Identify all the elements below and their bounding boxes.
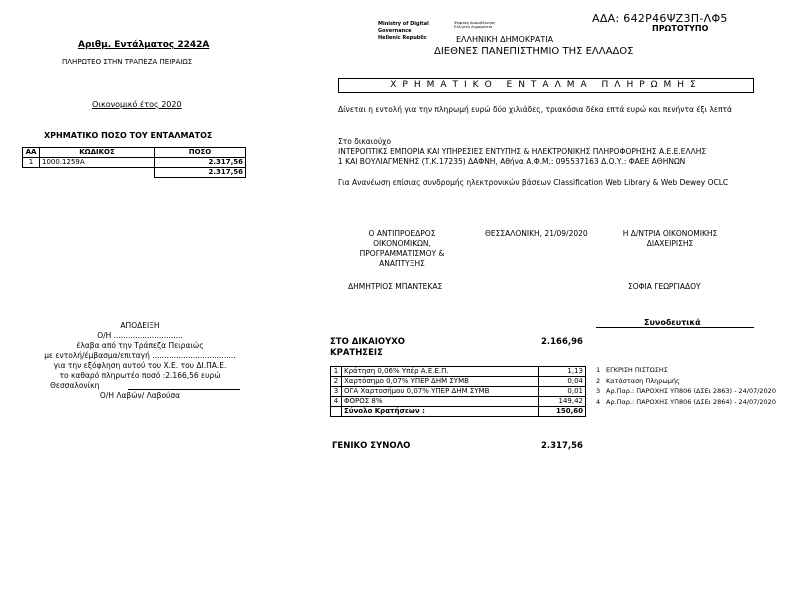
original-stamp: ΠΡΩΤΟΤΥΠΟ (652, 24, 709, 33)
order-number: Αριθμ. Εντάλματος 2242Α (78, 40, 210, 50)
attachment-text: ΕΓΚΡΙΣΗ ΠΙΣΤΩΣΗΣ (606, 366, 668, 374)
attachment-number: 2 (596, 376, 601, 385)
row-amount: 2.317,56 (155, 158, 246, 168)
total-spacer (23, 168, 40, 178)
deduction-idx: 3 (331, 387, 342, 397)
signatory-left-name: ΔΗΜΗΤΡΙΟΣ ΜΠΑΝΤΕΚΑΣ (348, 282, 443, 291)
table-row (331, 367, 586, 377)
col-code: ΚΩΔΙΚΟΣ (40, 148, 155, 158)
attachment-number: 1 (596, 366, 601, 374)
deduction-idx: 4 (331, 397, 342, 407)
table-row (331, 377, 586, 387)
beneficiary-address: 1 ΚΑΙ ΒΟΥΛΙΑΓΜΕΝΗΣ (Τ.Κ.17235) ΔΑΦΝΗ, Αθήνα Α.Φ.Μ.: 095537163 Δ.Ο.Υ.: ΦΑΕΕ ΑΘΗΝΩΝ (338, 157, 686, 166)
amount-table-header (23, 148, 246, 158)
row-code: 1000.1259A (40, 158, 155, 168)
logo-line-2: Governance (378, 28, 412, 34)
attachments-list (596, 366, 786, 408)
row-aa: 1 (23, 158, 40, 168)
table-total: 2.317,56 (155, 168, 246, 178)
payable-bank: ΠΛΗΡΩΤΕΟ ΣΤΗΝ ΤΡΑΠΕΖΑ ΠΕΙΡΑΙΩΣ (62, 58, 193, 66)
logo-line-3: Hellenic Republic (378, 35, 427, 41)
attachment-text: Αρ.Παρ.: ΠΑΡΟΧΗΣ ΥΠ806 (ΔΣΕι 2863) - 24/07/2020 (606, 387, 776, 395)
signature-date: ΘΕΣΣΑΛΟΝΙΚΗ, 21/09/2020 (485, 229, 588, 238)
receipt-line: για την εξόφληση αυτού του Χ.Ε. του ΔΙ.ΠΑ.Ε. (53, 361, 227, 370)
republic-label: ΕΛΛΗΝΙΚΗ ΔΗΜΟΚΡΑΤΙΑ (456, 35, 554, 44)
attachments-heading: Συνοδευτικά (644, 318, 701, 327)
ada-code: ΑΔΑ: 642Ρ46ΨΖ3Π-ΛΦ5 (592, 12, 728, 25)
beneficiary-label: Στο δικαιούχο (338, 137, 392, 146)
signatory-right-title: Η Δ/ΝΤΡΙΑ ΟΙΚΟΝΟΜΙΚΗΣ ΔΙΑΧΕΙΡΙΣΗΣ (622, 229, 718, 248)
payment-instruction: Δίνεται η εντολή για την πληρωμή ευρώ δύο χιλιάδες, τριακόσια δέκα επτά ευρώ και πενήντα έξι λεπτά (338, 105, 732, 114)
table-total-row (23, 168, 246, 178)
deductions-total-value: 150,60 (539, 407, 586, 417)
deduction-value: 0,04 (539, 377, 586, 387)
receipt-signature-line (128, 389, 240, 390)
beneficiary-total-line: ΣΤΟ ΔΙΚΑΙΟΥΧΟ (330, 337, 406, 347)
attachment-text: Αρ.Παρ.: ΠΑΡΟΧΗΣ ΥΠ806 (ΔΣΕι 2864) - 24/07/2020 (606, 397, 776, 406)
total-spacer (40, 168, 155, 178)
deduction-label: Κράτηση 0,06% Υπέρ Α.Ε.Ε.Π. (342, 367, 539, 377)
receipt-line: Ο/Η ............................. (97, 331, 183, 340)
payment-purpose: Για Ανανέωση επίσιας συνδρομής ηλεκτρονικών βάσεων Classification Web Library & Web Dewey OCLC (338, 178, 729, 187)
deduction-idx: 1 (331, 367, 342, 377)
receipt-line: Θεσσαλονίκη (50, 381, 100, 390)
amount-table (22, 147, 246, 178)
deduction-idx: 2 (331, 377, 342, 387)
amount-heading: ΧΡΗΜΑΤΙΚΟ ΠΟΣΟ ΤΟΥ ΕΝΤΑΛΜΑΤΟΣ (44, 131, 213, 140)
deductions-total-row (331, 407, 586, 417)
beneficiary-total-label (330, 337, 405, 359)
deduction-label: ΦΟΡΟΣ 8% (342, 397, 539, 407)
receipt-line: το καθαρό πληρωτέο ποσό :2.166,56 ευρώ (59, 371, 221, 380)
col-aa: ΑΑ (23, 148, 40, 158)
list-item (596, 377, 786, 385)
receipt-line: έλαβα από την Τράπεζα Πειραιώς (76, 341, 204, 350)
grand-total-value: 2.317,56 (541, 441, 583, 451)
signatory-left-title: Ο ΑΝΤΙΠΡΟΕΔΡΟΣ ΟΙΚΟΝΟΜΙΚΩΝ, ΠΡΟΓΡΑΜΜΑΤΙΣΜΟΥ & ΑΝΑΠΤΥΞΗΣ (359, 229, 445, 268)
list-item (596, 366, 786, 374)
deductions-total-label: Σύνολο Κρατήσεων : (342, 407, 539, 417)
attachment-text: Κατάσταση Πληρωμής (606, 376, 680, 385)
fiscal-year: Οικονομικό έτος 2020 (92, 100, 182, 109)
deduction-value: 0,01 (539, 387, 586, 397)
col-amount: ΠΟΣΟ (155, 148, 246, 158)
receipt-line: με εντολή/έμβασμα/επιταγή ................................... (44, 351, 236, 360)
deduction-label: Χαρτόσημο 0,07% ΥΠΕΡ ΔΗΜ ΣΥΜΒ (342, 377, 539, 387)
attachments-underline (596, 327, 754, 328)
signatory-right-name: ΣΟΦΙΑ ΓΕΩΡΓΙΑΔΟΥ (628, 282, 701, 291)
deduction-value: 1,13 (539, 367, 586, 377)
deductions-label: ΚΡΑΤΗΣΕΙΣ (330, 348, 383, 358)
logo-line-1: Ministry of Digital (378, 21, 429, 27)
table-row (331, 397, 586, 407)
deduction-label: ΟΓΑ Χαρτοσήμου 0,07% ΥΠΕΡ ΔΗΜ ΣΥΜΒ (342, 387, 539, 397)
attachment-number: 4 (596, 397, 601, 406)
beneficiary-total-value: 2.166,96 (541, 337, 583, 347)
list-item (596, 387, 786, 395)
beneficiary-name: ΙΝΤΕΡΟΠΤΙΚΣ ΕΜΠΟΡΙΑ ΚΑΙ ΥΠΗΡΕΣΙΕΣ ΕΝΤΥΠΗΣ & ΗΛΕΚΤΡΟΝΙΚΗΣ ΠΛΗΡΟΦΟΡΗΣΗΣ Α.Ε.Ε.ΕΛΛΗΣ (338, 147, 707, 156)
receipt-title: ΑΠΟΔΕΙΞΗ (120, 321, 160, 330)
ministry-logo (378, 21, 496, 42)
grand-total-label: ΓΕΝΙΚΟ ΣΥΝΟΛΟ (332, 441, 411, 451)
document-title: ΧΡΗΜΑΤΙΚΟ ΕΝΤΑΛΜΑ ΠΛΗΡΩΜΗΣ (338, 78, 754, 93)
table-row (23, 158, 246, 168)
deduction-value: 149,42 (539, 397, 586, 407)
deduction-idx (331, 407, 342, 417)
deductions-table (330, 366, 586, 417)
attachment-number: 3 (596, 387, 601, 395)
university-name: ΔΙΕΘΝΕΣ ΠΑΝΕΠΙΣΤΗΜΙΟ ΤΗΣ ΕΛΛΑΔΟΣ (434, 46, 634, 57)
logo-greek: Ψηφιακή Διακυβέρνηση Ελληνική Δημοκρατία (454, 21, 496, 29)
list-item (596, 398, 786, 406)
receipt-signer: Ο/Η Λαβών/ Λαβούσα (99, 391, 181, 400)
table-row (331, 387, 586, 397)
